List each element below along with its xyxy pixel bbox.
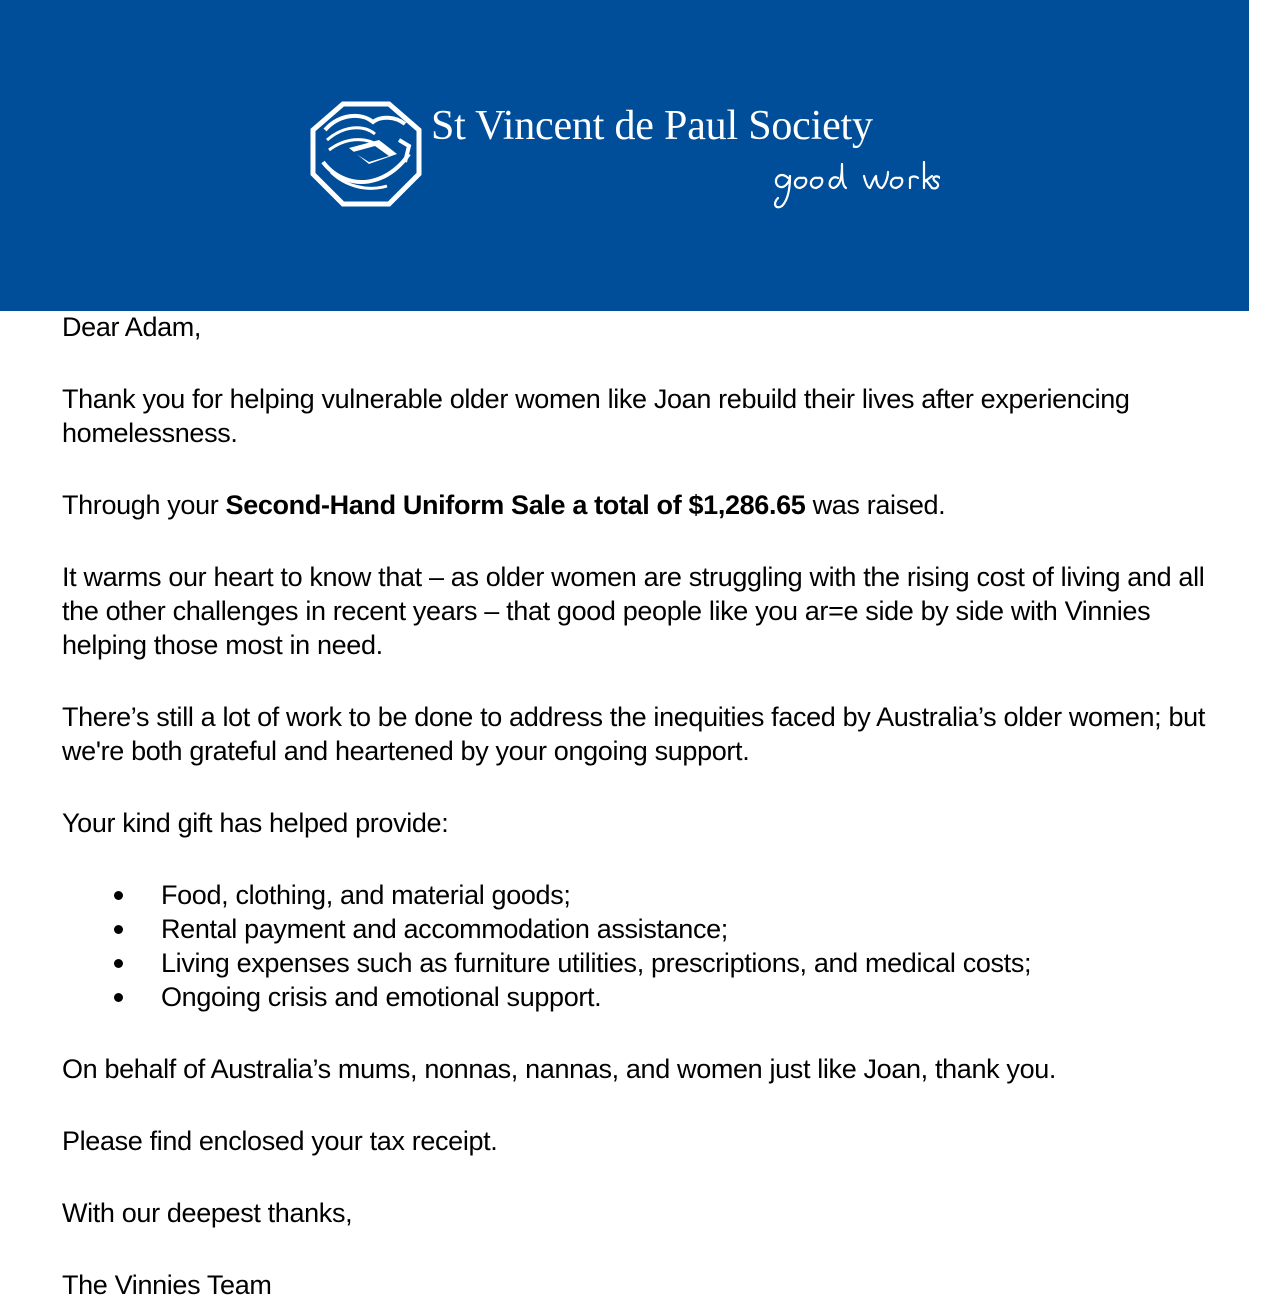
- work-to-be-done-paragraph: There’s still a lot of work to be done to address the inequities faced by Australia’s older women; but we're both grateful and heartened by your ongoing support.: [62, 702, 1205, 766]
- header-banner: [0, 0, 1249, 311]
- warms-heart-paragraph: It warms our heart to know that – as older women are struggling with the rising cost of living and all the other challenges in recent years – that good people like you ar=e side by side with Vinnies helping those most in need.: [62, 562, 1205, 660]
- provide-intro: Your kind gift has helped provide:: [62, 808, 449, 838]
- salutation: Dear Adam,: [62, 312, 202, 342]
- list-item-text: Food, clothing, and material goods;: [161, 880, 571, 910]
- list-item: [62, 912, 1212, 946]
- letter-body: [62, 310, 1212, 1302]
- signature: The Vinnies Team: [62, 1270, 272, 1300]
- list-item: [62, 980, 1212, 1014]
- bullet-icon: [114, 925, 123, 934]
- thanks-paragraph: Thank you for helping vulnerable older women like Joan rebuild their lives after experiencing homelessness.: [62, 384, 1130, 448]
- bullet-icon: [114, 959, 123, 968]
- amount-raised-highlight: Second-Hand Uniform Sale a total of $1,286.65: [225, 490, 806, 520]
- bullet-icon: [114, 891, 123, 900]
- provide-list: [62, 878, 1212, 1014]
- bullet-icon: [114, 993, 123, 1002]
- list-item: [62, 946, 1212, 980]
- amount-raised-prefix: Through your: [62, 490, 226, 520]
- list-item-text: Living expenses such as furniture utilities, prescriptions, and medical costs;: [161, 948, 1032, 978]
- on-behalf-paragraph: On behalf of Australia’s mums, nonnas, nannas, and women just like Joan, thank you.: [62, 1054, 1057, 1084]
- hands-holding-heart-octagon-icon: [309, 100, 423, 208]
- tax-receipt-paragraph: Please find enclosed your tax receipt.: [62, 1126, 498, 1156]
- organization-name: St Vincent de Paul Society: [431, 103, 873, 149]
- tagline-script: [768, 150, 940, 212]
- signoff: With our deepest thanks,: [62, 1198, 353, 1228]
- amount-raised-paragraph: [62, 488, 1212, 522]
- amount-raised-suffix: was raised.: [805, 490, 946, 520]
- list-item-text: Ongoing crisis and emotional support.: [161, 982, 602, 1012]
- list-item: [62, 878, 1212, 912]
- list-item-text: Rental payment and accommodation assistance;: [161, 914, 728, 944]
